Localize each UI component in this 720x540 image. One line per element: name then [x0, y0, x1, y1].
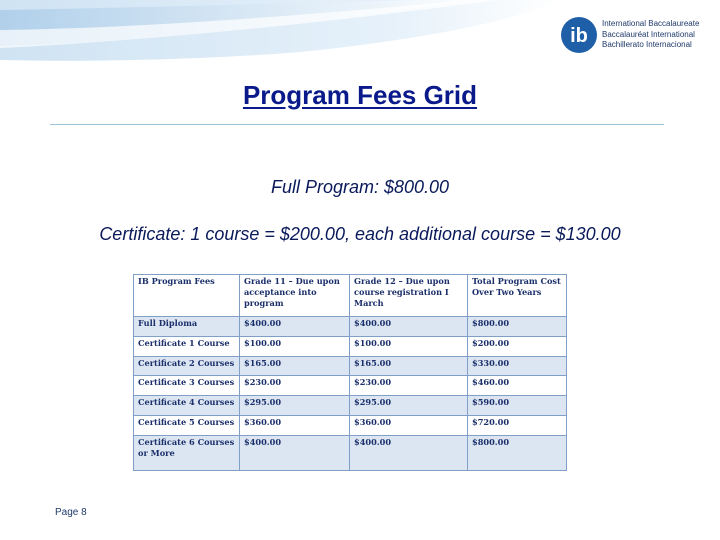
table-cell: $295.00	[350, 396, 468, 416]
ib-logo-mark: ib	[570, 25, 588, 47]
table-cell: $100.00	[240, 336, 350, 356]
table-cell: $400.00	[350, 317, 468, 337]
table-cell: $400.00	[240, 317, 350, 337]
slide-title: Program Fees Grid	[242, 80, 478, 110]
table-cell: $165.00	[350, 356, 468, 376]
certificate-text: Certificate: 1 course = $200.00, each additional course = $130.00	[99, 224, 621, 244]
table-row	[134, 376, 567, 396]
table-cell: $360.00	[350, 415, 468, 435]
table-cell: $460.00	[468, 376, 567, 396]
table-cell: $400.00	[240, 435, 350, 470]
table-cell: Full Diploma	[134, 317, 240, 337]
header-cell: Grade 12 – Due upon course registration I March	[350, 275, 468, 317]
table-cell: $200.00	[468, 336, 567, 356]
table-cell: $800.00	[468, 435, 567, 470]
table-row	[134, 415, 567, 435]
header-cell: Total Program Cost Over Two Years	[468, 275, 567, 317]
logo-text-line: International Baccalaureate	[602, 19, 700, 28]
table-row	[134, 396, 567, 416]
table-cell: $800.00	[468, 317, 567, 337]
ib-logo-icon	[560, 16, 598, 54]
page-number: Page 8	[55, 507, 87, 518]
table-cell: $360.00	[240, 415, 350, 435]
table-cell: $400.00	[350, 435, 468, 470]
fees-table	[133, 274, 567, 471]
table-cell: $100.00	[350, 336, 468, 356]
table-cell: Certificate 2 Courses	[134, 356, 240, 376]
table-cell: Certificate 1 Course	[134, 336, 240, 356]
title-divider	[50, 124, 664, 125]
table-cell: $165.00	[240, 356, 350, 376]
table-cell: $295.00	[240, 396, 350, 416]
table-cell: Certificate 4 Courses	[134, 396, 240, 416]
table-cell: Certificate 5 Courses	[134, 415, 240, 435]
ib-logo	[560, 16, 598, 59]
table-row	[134, 435, 567, 470]
table-cell: $230.00	[240, 376, 350, 396]
ib-logo-text	[602, 19, 720, 51]
table-cell: $590.00	[468, 396, 567, 416]
table-row	[134, 356, 567, 376]
full-program-text: Full Program: $800.00	[270, 177, 450, 197]
table-cell: $720.00	[468, 415, 567, 435]
logo-text-line: Bachillerato Internacional	[602, 40, 692, 49]
logo-text-line: Baccalauréat International	[602, 29, 695, 39]
table-cell: Certificate 3 Courses	[134, 376, 240, 396]
header-cell: Grade 11 – Due upon acceptance into program	[240, 275, 350, 317]
table-cell: Certificate 6 Courses or More	[134, 435, 240, 470]
table-row	[134, 317, 567, 337]
table-cell: $330.00	[468, 356, 567, 376]
header-cell: IB Program Fees	[134, 275, 240, 317]
table-cell: $230.00	[350, 376, 468, 396]
table-header-row	[134, 275, 567, 317]
table-row	[134, 336, 567, 356]
